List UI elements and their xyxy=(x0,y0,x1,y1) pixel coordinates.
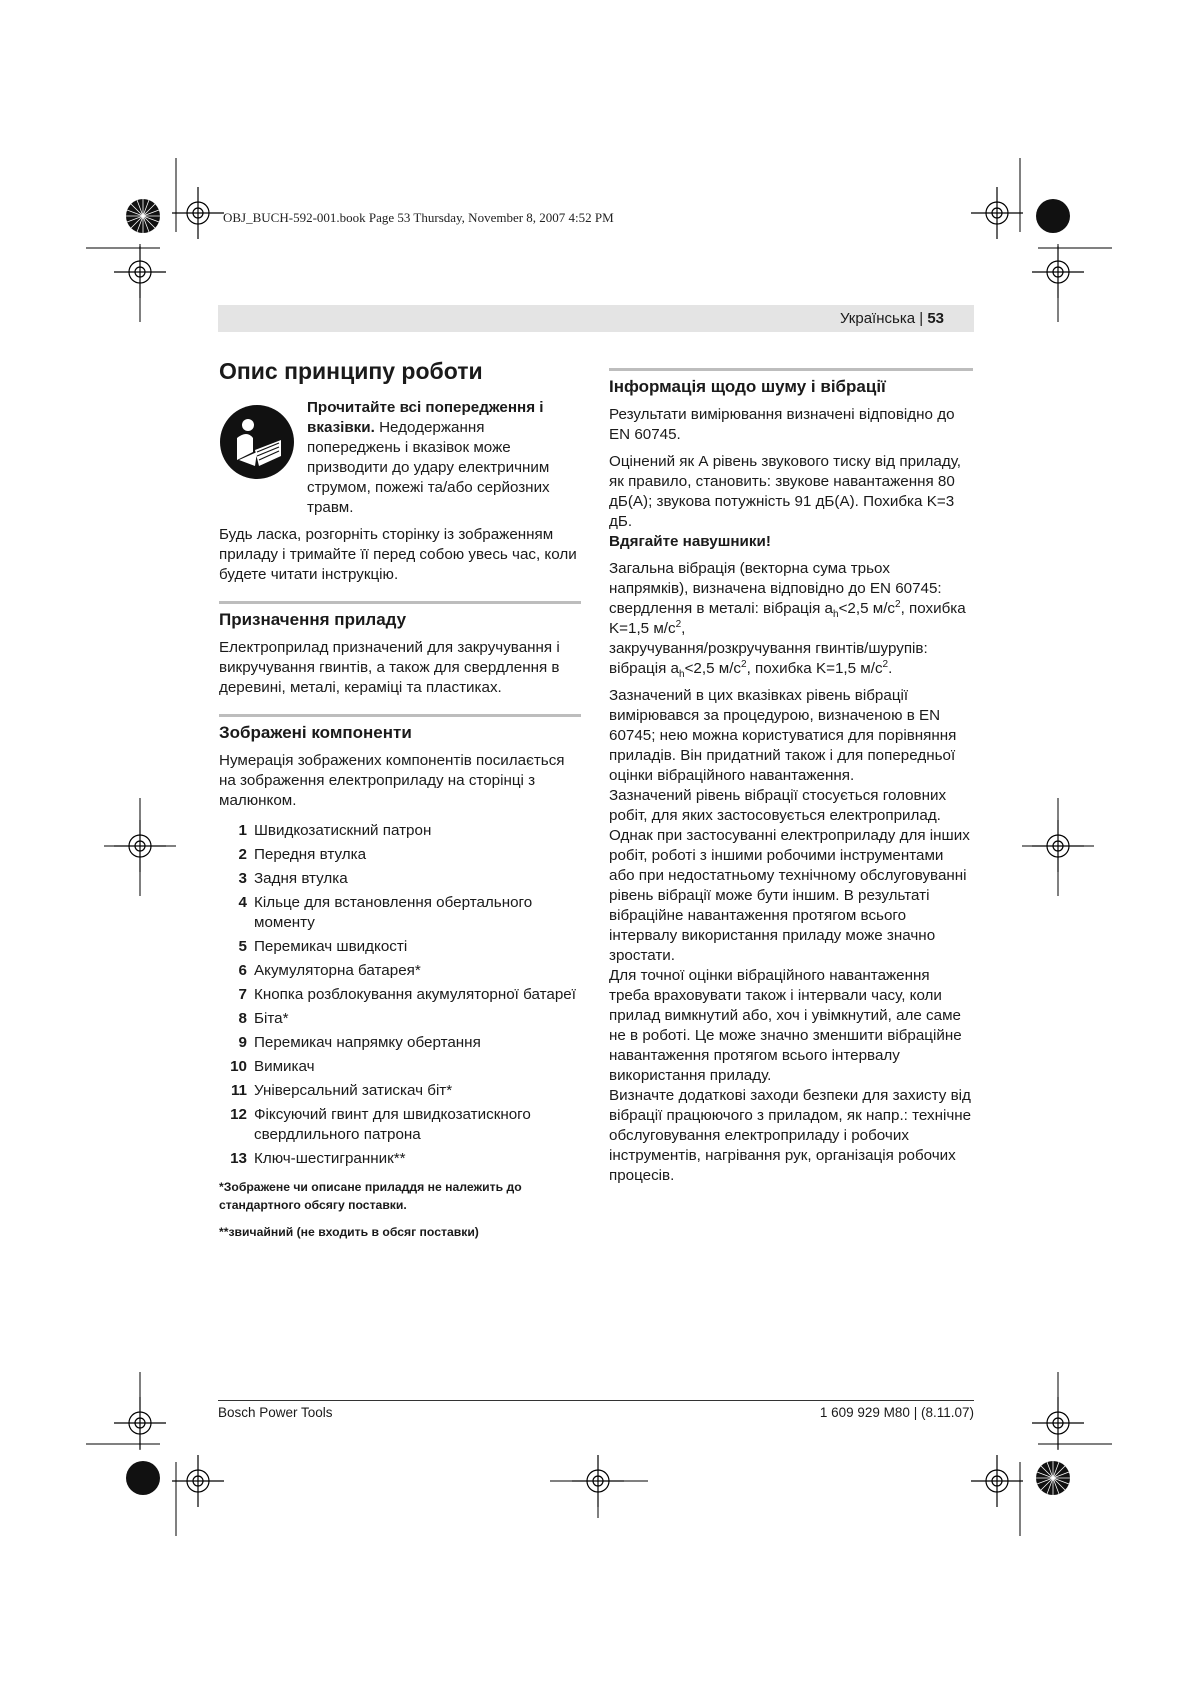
purpose-paragraph: Електроприлад призначений для закручування і викручування гвинтів, а також для свердлення в деревині, металі, кераміці та пластиках. xyxy=(219,639,560,696)
warning-bold: Прочитайте всі попередження і вказівки. xyxy=(307,399,544,436)
footnote-standard: **звичайний (не входить в обсяг поставки) xyxy=(219,1225,479,1239)
header-separator: | xyxy=(919,310,924,327)
vibration-estimate: Для точної оцінки вібраційного навантаження треба враховувати також і інтервали часу, коли прилад вимкнутий або, хоч і увімкнутий, але саме не в роботі. Це може значно зменшити вібраційне навантаження протягом всього інтервалу використання приладу. xyxy=(609,967,962,1084)
components-intro: Нумерація зображених компонентів посилається на зображення електроприладу на сторінці з малюнком. xyxy=(219,752,565,809)
list-item: 2 Передня втулка xyxy=(238,846,367,863)
vibration-safety: Визначте додаткові заходи безпеки для захисту від вібрації працюючого з приладом, як напр.: технічне обслуговування електроприладу і робочих інструментів, нагрівання рук, організація робочих процесів. xyxy=(609,1087,972,1184)
list-item: 4 Кільце для встановлення обертального моменту xyxy=(238,894,533,931)
footer-rule xyxy=(218,1400,974,1401)
page-header xyxy=(840,310,944,327)
purpose-heading: Призначення приладу xyxy=(219,601,581,631)
page-header-bar xyxy=(218,305,974,332)
warning-body: Недодержання попереджень і вказівок може призводити до удару електричним струмом, пожежі та/або серйозних травм. xyxy=(307,419,550,516)
measurement-paragraph: Результати вимірювання визначені відповідно до EN 60745. xyxy=(609,406,955,443)
vibration-applicability: Зазначений рівень вібрації стосується головних робіт, для яких застосовується електроприлад. Однак при застосуванні електроприладу для інших робіт, роботі з іншими робочими інструментами або при недостатньому технічному обслуговуванні рівень вібрації може бути іншим. В результаті вібраційне навантаження протягом всього інтервалу використання приладу може значно зростати. xyxy=(609,787,970,964)
warning-text xyxy=(307,398,581,518)
left-column xyxy=(219,356,581,1250)
vibration-procedure: Зазначений в цих вказівках рівень вібрації вимірювався за процедурою, визначеною в EN 60745; нею можна користуватися для порівняння приладів. Він придатний також і для попередньої оцінки вібраційного навантаження. xyxy=(609,687,957,784)
list-item: 10 Вимикач xyxy=(230,1058,315,1075)
list-item: 6 Акумуляторна батарея* xyxy=(238,962,421,979)
list-item: 13 Ключ-шестигранник** xyxy=(230,1150,406,1167)
page-number: 53 xyxy=(927,310,944,327)
noise-paragraph: Оцінений як А рівень звукового тиску від приладу, як правило, становить: звукове навантаження 80 дБ(A); звукова потужність 91 дБ(A). Похибка K=3 дБ. xyxy=(609,453,961,530)
list-item: 11 Універсальний затискач біт* xyxy=(230,1082,453,1099)
right-column xyxy=(609,368,973,1193)
footer-doc-number: 1 609 929 M80 | (8.11.07) xyxy=(819,1405,974,1420)
list-item: 1 Швидкозатискний патрон xyxy=(238,822,432,839)
print-slug: OBJ_BUCH-592-001.book Page 53 Thursday, November 8, 2007 4:52 PM xyxy=(223,210,614,225)
components-heading: Зображені компоненти xyxy=(219,714,581,744)
vibration-values: Загальна вібрація (векторна сума трьох напрямків), визначена відповідно до EN 60745: свердлення в металі: вібрація $a_h<2,5$ $м/с^2$, похибка K=1,5 $м/с^2$, закручування/розкручування гвинтів/шурупів: вібрація $a_h<2,5$ $м/с^2$, похибка K=1,5 $м/с^2$. xyxy=(609,560,966,681)
list-item: 7 Кнопка розблокування акумуляторної батареї xyxy=(238,986,576,1003)
list-item: 3 Задня втулка xyxy=(238,870,348,887)
intro-paragraph: Будь ласка, розгорніть сторінку із зображенням приладу і тримайте її перед собою увесь час, коли будете читати інструкцію. xyxy=(219,526,577,583)
footnote-accessories: *Зображене чи описане приладдя не належить до стандартного обсягу поставки. xyxy=(219,1180,522,1212)
noise-vibration-heading: Інформація щодо шуму і вібрації xyxy=(609,368,973,398)
ear-protection-warning: Вдягайте навушники! xyxy=(609,533,771,550)
list-item: 8 Біта* xyxy=(238,1010,289,1027)
read-manual-icon xyxy=(219,404,295,480)
list-item: 5 Перемикач швидкості xyxy=(238,938,408,955)
warning-block xyxy=(219,398,581,518)
header-language: Українська xyxy=(839,310,916,327)
components-list xyxy=(219,821,581,1169)
page-title: Опис принципу роботи xyxy=(219,358,483,384)
footer-brand: Bosch Power Tools xyxy=(218,1405,333,1420)
list-item: 12 Фіксуючий гвинт для швидкозатискного свердлильного патрона xyxy=(230,1106,531,1143)
list-item: 9 Перемикач напрямку обертання xyxy=(238,1034,481,1051)
